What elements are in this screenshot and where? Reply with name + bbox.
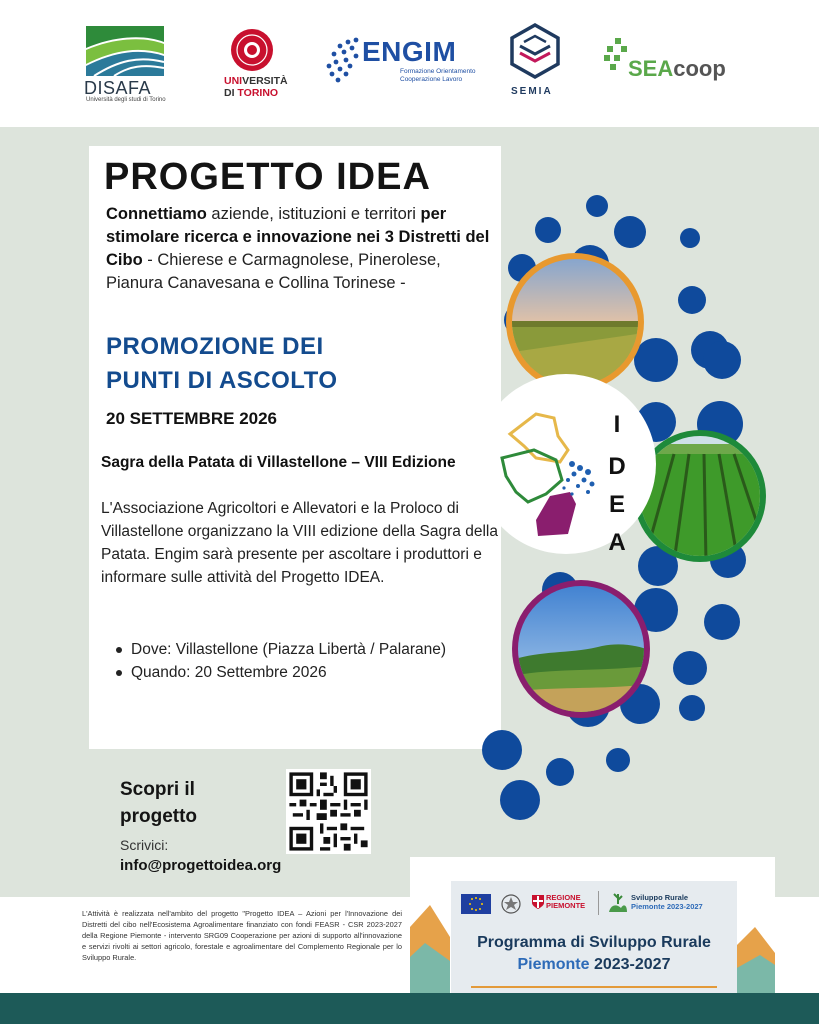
engim-name: ENGIM bbox=[362, 36, 457, 67]
seacoop-dots-icon bbox=[604, 38, 630, 74]
event-details-list bbox=[109, 638, 489, 684]
eu-flag-icon bbox=[461, 894, 491, 914]
seacoop-logo bbox=[604, 38, 726, 81]
page-title: PROGETTO IDEA bbox=[104, 156, 431, 198]
psr-title-line2: Piemonte 2023-2027 bbox=[517, 956, 671, 973]
scrivici-label: Scrivici: bbox=[120, 837, 169, 853]
engim-sub2: Cooperazione Lavoro bbox=[400, 76, 463, 83]
disafa-sub: Università degli studi di Torino bbox=[86, 97, 166, 103]
semia-hexagon-icon bbox=[508, 22, 562, 84]
event-date: 20 SETTEMBRE 2026 bbox=[106, 409, 278, 428]
semia-name: SEMIA bbox=[511, 86, 553, 97]
footer-strip bbox=[0, 993, 819, 1024]
list-item: Quando: 20 Settembre 2026 bbox=[109, 661, 489, 684]
semia-logo bbox=[508, 22, 562, 97]
idea-letter: E bbox=[608, 491, 625, 518]
disafa-name: DISAFA bbox=[84, 78, 152, 98]
promo-heading: PROMOZIONE DEI PUNTI DI ASCOLTO bbox=[106, 333, 338, 394]
event-title: Sagra della Patata di Villastellone – VIII Edizione bbox=[101, 454, 456, 471]
idea-letter: D bbox=[608, 453, 626, 480]
idea-logo-circle bbox=[476, 374, 656, 554]
italy-emblem-icon bbox=[501, 893, 521, 915]
wheat-field-image bbox=[506, 253, 644, 391]
hills-image bbox=[512, 580, 650, 718]
disafa-fields-icon bbox=[84, 24, 166, 78]
divider bbox=[598, 891, 599, 915]
lead-paragraph: Connettiamo aziende, istituzioni e territori per stimolare ricerca e innovazione nei 3 Distretti del Cibo - Chierese e Carmagnolese, Pinerolese, Pianura Canavesana e Collina Torinese - bbox=[106, 205, 490, 292]
unito-line2: DI TORINO bbox=[224, 87, 279, 99]
engim-logo bbox=[326, 36, 476, 86]
event-description: L'Associazione Agricoltori e Allevatori e la Proloco di Villastellone organizzano la VIII edizione della Sagra della Patata. Engim sarà presente per ascoltare i produttori e informare sulle attività del Progetto IDEA. bbox=[101, 500, 498, 586]
scopri-heading: Scopri il progetto bbox=[120, 779, 198, 827]
unito-line1: UNIVERSITÀ bbox=[224, 75, 288, 87]
idea-letter: I bbox=[613, 411, 621, 438]
psr-divider-line bbox=[471, 986, 717, 988]
photo-hills bbox=[512, 580, 650, 718]
seacoop-name: SEAcoop bbox=[628, 56, 726, 81]
qr-code[interactable] bbox=[286, 769, 371, 854]
psr-title-line1: Programma di Sviluppo Rurale bbox=[477, 934, 711, 951]
disclaimer-text: L'Attività è realizzata nell'ambito del progetto "Progetto IDEA – Azioni per l'Innovazione dei Distretti del cibo nell'Ecosistema Agroalimentare finanziato con fondi FEASR - CSR 2023-2027 della Regione Piemonte - intervento SRG09 Cooperazione per azioni di supporto all'innovazione e servizi rivolti ai settori agricolo, forestale e agroalimentare del Complemento Regionale per lo Sviluppo Rurale. bbox=[82, 909, 402, 962]
contact-email[interactable]: info@progettoidea.org bbox=[120, 857, 282, 874]
list-item: Dove: Villastellone (Piazza Libertà / Palarane) bbox=[109, 638, 489, 661]
sviluppo-rurale-icon bbox=[607, 890, 629, 914]
unito-logo bbox=[224, 28, 288, 99]
engim-dots-icon bbox=[326, 36, 362, 86]
regione-label: REGIONE PIEMONTE bbox=[546, 893, 586, 910]
engim-sub1: Formazione Orientamento bbox=[400, 68, 476, 75]
sviluppo-rurale-label: Sviluppo Rurale Piemonte 2023-2027 bbox=[631, 893, 703, 911]
qr-code-icon bbox=[286, 769, 371, 854]
idea-map-icon bbox=[476, 374, 656, 554]
piemonte-shield-icon bbox=[532, 895, 544, 909]
disafa-logo bbox=[84, 24, 166, 103]
photo-wheat-field bbox=[506, 253, 644, 391]
unito-seal-icon bbox=[230, 28, 274, 72]
idea-letter: A bbox=[608, 529, 626, 556]
